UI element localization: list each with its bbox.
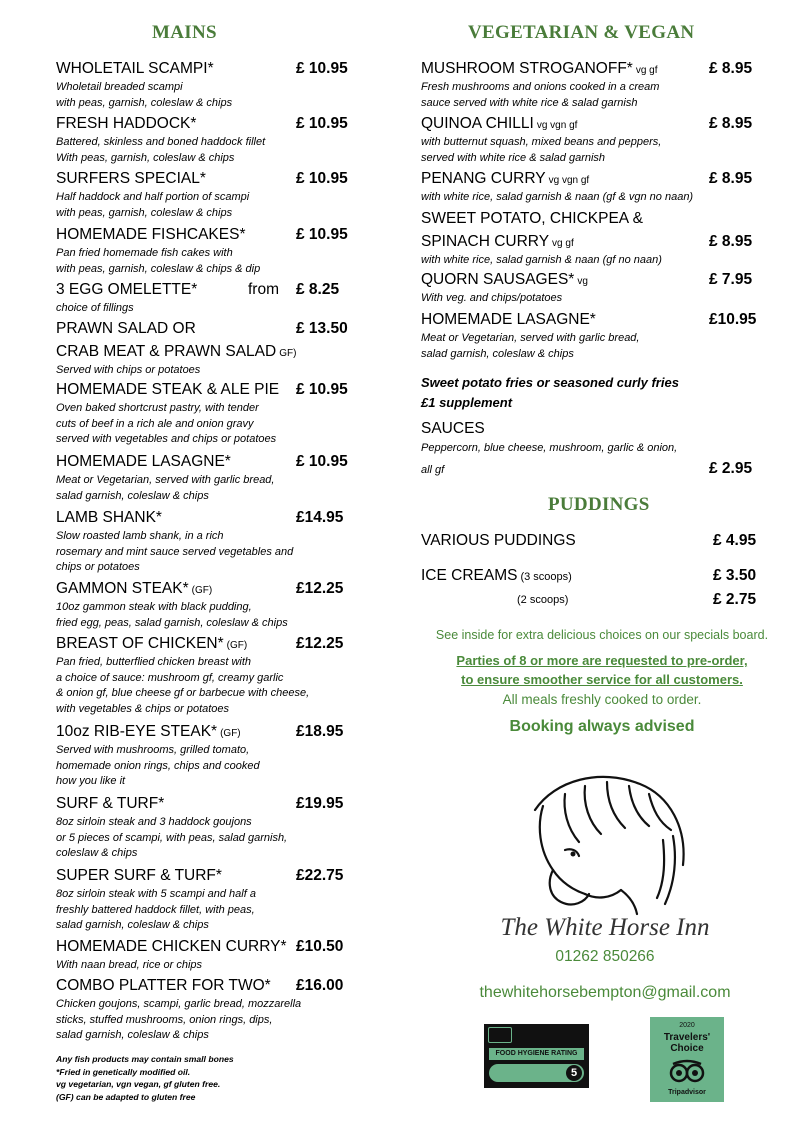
mains-description: Chicken goujons, scampi, garlic bread, mozzarella — [56, 998, 302, 1010]
mains-name: CRAB MEAT & PRAWN SALAD — [56, 343, 277, 360]
veg-description: With veg. and chips/potatoes — [421, 292, 563, 304]
mains-price: £ 13.50 — [296, 320, 348, 337]
mains-name: HOMEMADE LASAGNE* — [56, 453, 231, 470]
veg-price: £ 8.95 — [709, 60, 753, 77]
veg-description: with butternut squash, mixed beans and peppers, — [421, 136, 662, 148]
ice-creams-2-price: £ 2.75 — [713, 591, 757, 608]
supplement-note — [421, 373, 679, 413]
mains-price: £ 10.95 — [296, 381, 348, 398]
veg-name: QUINOA CHILLI — [421, 115, 534, 132]
mains-description: with peas, garnish, coleslaw & chips & dip — [56, 262, 261, 275]
mains-description: salad garnish, coleslaw & chips — [56, 1029, 209, 1042]
veg-description: Fresh mushrooms and onions cooked in a cream — [421, 81, 660, 93]
mains-description: With peas, garnish, coleslaw & chips — [56, 151, 235, 164]
veg-description: sauce served with white rice & salad garnish — [421, 96, 638, 109]
mains-item — [56, 226, 348, 277]
mains-description: 8oz sirloin steak with 5 scampi and half a — [56, 888, 256, 900]
veg-item — [421, 60, 753, 111]
footnotes — [56, 1053, 234, 1103]
hygiene-scale — [489, 1064, 584, 1082]
mains-description: or 5 pieces of scampi, with peas, salad garnish, — [56, 831, 288, 844]
veg-title: VEGETARIAN & VEGAN — [468, 22, 695, 43]
mains-description: homemade onion rings, chips and cooked — [56, 759, 260, 772]
mains-price: £10.50 — [296, 938, 344, 955]
mains-name: 10oz RIB-EYE STEAK* — [56, 723, 218, 740]
mains-description: Slow roasted lamb shank, in a rich — [56, 530, 224, 542]
sauces-item — [421, 420, 761, 478]
footnote-4: (GF) can be adapted to gluten free — [56, 1091, 196, 1102]
tripadvisor-badge — [650, 1017, 724, 1102]
puddings-title: PUDDINGS — [548, 494, 650, 515]
veg-description: with white rice, salad garnish & naan (gf no naan) — [421, 254, 662, 266]
fsa-logo-icon — [488, 1027, 512, 1043]
mains-description: Meat or Vegetarian, served with garlic bread, — [56, 474, 275, 486]
owl-icon — [667, 1058, 707, 1086]
mains-item — [56, 580, 344, 631]
supplement-line-2: £1 supplement — [421, 395, 513, 410]
mains-name: SURFERS SPECIAL* — [56, 170, 206, 187]
mains-description: Pan fried, butterflied chicken breast with — [56, 656, 252, 668]
hygiene-label: FOOD HYGIENE RATING — [489, 1048, 584, 1060]
mains-price: £18.95 — [296, 723, 344, 740]
mains-from-label: from — [248, 281, 279, 298]
footnote-2: *Fried in genetically modified oil. — [56, 1066, 191, 1077]
veg-price: £ 8.95 — [709, 170, 753, 187]
mains-item — [56, 281, 340, 317]
parties-line-1: Parties of 8 or more are requested to pre-order, — [456, 653, 748, 668]
mains-description: salad garnish, coleslaw & chips — [56, 919, 209, 932]
mains-description: with peas, garnish, coleslaw & chips — [56, 206, 233, 219]
mains-description: Served with mushrooms, grilled tomato, — [56, 744, 250, 756]
veg-diet-note: vg gf — [635, 65, 658, 76]
mains-name: HOMEMADE STEAK & ALE PIE — [56, 381, 280, 398]
logo-text: The White Horse Inn — [500, 914, 710, 941]
ta-year: 2020 — [679, 1022, 695, 1029]
veg-name: SWEET POTATO, CHICKPEA & — [421, 210, 643, 227]
veg-item — [421, 233, 753, 269]
mains-item — [56, 938, 344, 974]
mains-diet-note: (GF) — [226, 640, 248, 651]
mains-description: rosemary and mint sauce served vegetables and — [56, 545, 294, 558]
veg-item — [421, 271, 753, 307]
mains-description: freshly battered haddock fillet, with peas, — [56, 903, 255, 916]
veg-name: PENANG CURRY — [421, 170, 546, 187]
mains-description: a choice of sauce: mushroom gf, creamy garlic — [56, 671, 284, 684]
veg-name: MUSHROOM STROGANOFF* — [421, 60, 633, 77]
mains-description: Wholetail breaded scampi — [56, 81, 183, 93]
mains-diet-note: (GF) — [191, 585, 213, 596]
mains-name: FRESH HADDOCK* — [56, 115, 197, 132]
mains-item — [56, 977, 344, 1044]
ta-title — [650, 1032, 724, 1054]
mains-price: £12.25 — [296, 580, 344, 597]
mains-price: £ 8.25 — [296, 281, 340, 298]
mains-description: Half haddock and half portion of scampi — [56, 191, 250, 203]
mains-price: £ 10.95 — [296, 60, 348, 77]
ice-creams-2-row — [421, 591, 766, 611]
mains-name: BREAST OF CHICKEN* — [56, 635, 224, 652]
mains-price: £16.00 — [296, 977, 344, 994]
food-hygiene-badge — [484, 1024, 589, 1088]
fresh-note: All meals freshly cooked to order. — [502, 692, 702, 707]
mains-item — [56, 343, 297, 379]
footnote-3: vg vegetarian, vgn vegan, gf gluten free. — [56, 1079, 221, 1089]
hygiene-score: 5 — [566, 1065, 582, 1081]
mains-description: 10oz gammon steak with black pudding, — [56, 601, 252, 613]
veg-item — [421, 115, 753, 166]
veg-description: served with white rice & salad garnish — [421, 151, 606, 164]
veg-price: £ 7.95 — [709, 271, 753, 288]
mains-description: Oven baked shortcrust pastry, with tender — [56, 402, 259, 414]
mains-item — [56, 509, 344, 576]
various-puddings-name: VARIOUS PUDDINGS — [421, 532, 576, 549]
mains-description: Served with chips or potatoes — [56, 364, 201, 376]
specials-note: See inside for extra delicious choices on our specials board. — [435, 628, 769, 642]
ta-title-1: Travelers' — [663, 1032, 711, 1043]
mains-description: 8oz sirloin steak and 3 haddock goujons — [56, 816, 252, 828]
mains-name: SURF & TURF* — [56, 795, 165, 812]
sauces-price: £ 2.95 — [709, 460, 753, 477]
mains-price: £ 10.95 — [296, 115, 348, 132]
veg-description: salad garnish, coleslaw & chips — [421, 347, 574, 360]
various-puddings-price: £ 4.95 — [713, 532, 757, 549]
mains-item — [56, 170, 348, 221]
ice-creams-2-note: (2 scoops) — [517, 594, 569, 606]
veg-price: £ 8.95 — [709, 233, 753, 250]
veg-diet-note: vg gf — [552, 238, 574, 249]
mains-description: with vegetables & chips or potatoes — [56, 702, 230, 715]
mains-price: £19.95 — [296, 795, 344, 812]
sauces-desc-1: Peppercorn, blue cheese, mushroom, garlic & onion, — [421, 442, 678, 454]
veg-description: Meat or Vegetarian, served with garlic bread, — [421, 332, 640, 344]
mains-price: £ 10.95 — [296, 453, 348, 470]
veg-name: QUORN SAUSAGES* — [421, 271, 575, 288]
mains-price: £ 10.95 — [296, 226, 348, 243]
veg-diet-note: vg vgn gf — [536, 120, 578, 131]
booking-note: Booking always advised — [509, 718, 695, 735]
mains-name: GAMMON STEAK* — [56, 580, 189, 597]
veg-diet-note: vg vgn gf — [548, 175, 590, 186]
supplement-line-1: Sweet potato fries or seasoned curly fries — [421, 375, 679, 390]
mains-item — [56, 115, 348, 166]
mains-item — [56, 453, 348, 504]
veg-name: HOMEMADE LASAGNE* — [421, 311, 596, 328]
mains-item — [56, 723, 344, 790]
mains-name: SUPER SURF & TURF* — [56, 867, 222, 884]
sauces-desc-2: all gf — [421, 463, 445, 476]
parties-note — [400, 651, 794, 689]
veg-item — [421, 311, 757, 362]
ice-creams-3-price: £ 3.50 — [713, 567, 757, 584]
mains-price: £12.25 — [296, 635, 344, 652]
mains-description: & onion gf, blue cheese gf or barbecue with cheese, — [56, 687, 310, 700]
mains-name: HOMEMADE CHICKEN CURRY* — [56, 938, 287, 955]
ice-creams-name: ICE CREAMS — [421, 567, 518, 584]
veg-description: with white rice, salad garnish & naan (gf & vgn no naan) — [421, 191, 694, 203]
mains-name: COMBO PLATTER FOR TWO* — [56, 977, 271, 994]
mains-item — [56, 60, 348, 111]
veg-price: £10.95 — [709, 311, 757, 328]
horse-logo-icon — [525, 770, 695, 920]
mains-description: cuts of beef in a rich ale and onion gravy — [56, 417, 254, 430]
ta-title-2: Choice — [670, 1043, 704, 1054]
mains-price: £14.95 — [296, 509, 344, 526]
veg-price: £ 8.95 — [709, 115, 753, 132]
mains-item — [56, 795, 344, 862]
parties-line-2: to ensure smoother service for all customers. — [461, 672, 743, 687]
veg-name: SPINACH CURRY — [421, 233, 550, 250]
mains-price: £22.75 — [296, 867, 344, 884]
mains-description: Battered, skinless and boned haddock fillet — [56, 136, 266, 148]
mains-description: With naan bread, rice or chips — [56, 959, 203, 971]
mains-description: served with vegetables and chips or potatoes — [56, 433, 277, 446]
mains-title: MAINS — [152, 22, 217, 43]
mains-item — [56, 381, 348, 448]
mains-description: salad garnish, coleslaw & chips — [56, 489, 209, 502]
phone-number[interactable]: 01262 850266 — [555, 948, 655, 965]
veg-item — [421, 170, 753, 206]
mains-name: 3 EGG OMELETTE* — [56, 281, 198, 298]
mains-description: how you like it — [56, 775, 126, 788]
email-address[interactable]: thewhitehorsebempton@gmail.com — [479, 984, 731, 1001]
mains-diet-note: (GF) — [220, 728, 241, 739]
ta-brand: Tripadvisor — [668, 1089, 706, 1096]
mains-item — [56, 635, 344, 717]
mains-description: sticks, stuffed mushrooms, onion rings, dips, — [56, 1013, 273, 1026]
ice-creams-3-note: (3 scoops) — [520, 571, 572, 583]
mains-diet-note: GF) — [279, 348, 297, 359]
mains-name: LAMB SHANK* — [56, 509, 162, 526]
mains-name: HOMEMADE FISHCAKES* — [56, 226, 246, 243]
footnote-1: Any fish products may contain small bones — [56, 1054, 234, 1064]
mains-description: chips or potatoes — [56, 561, 140, 574]
mains-name: WHOLETAIL SCAMPI* — [56, 60, 214, 77]
mains-description: choice of fillings — [56, 302, 134, 314]
sauces-name: SAUCES — [421, 420, 485, 437]
mains-description: Pan fried homemade fish cakes with — [56, 247, 233, 259]
mains-price: £ 10.95 — [296, 170, 348, 187]
mains-name: PRAWN SALAD OR — [56, 320, 196, 337]
veg-diet-note: vg — [577, 276, 588, 287]
mains-item — [56, 867, 344, 934]
mains-description: with peas, garnish, coleslaw & chips — [56, 96, 233, 109]
mains-description: fried egg, peas, salad garnish, coleslaw & chips — [56, 616, 288, 629]
mains-description: coleslaw & chips — [56, 847, 138, 860]
